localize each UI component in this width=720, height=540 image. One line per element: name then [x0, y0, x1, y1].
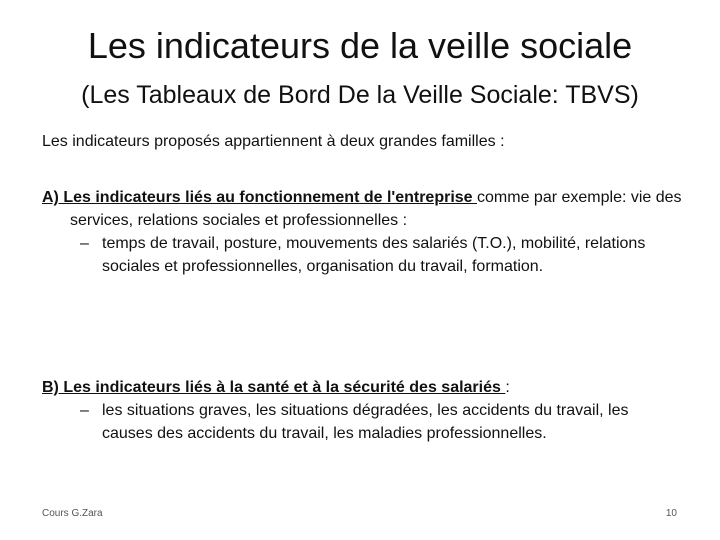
slide-body	[42, 130, 682, 442]
section-b-heading: B) Les indicateurs liés à la santé et à la sécurité des salariés	[42, 379, 506, 396]
slide-subtitle: (Les Tableaux de Bord De la Veille Sociale: TBVS)	[81, 81, 639, 109]
dash-bullet: –	[80, 402, 89, 419]
section-a-heading-rest: comme par exemple: vie des services, relations sociales et professionnelles :	[70, 189, 682, 229]
intro-text: Les indicateurs proposés appartiennent à deux grandes familles :	[42, 133, 505, 150]
slide-title: Les indicateurs de la veille sociale	[87, 25, 633, 66]
section-a-item	[42, 232, 682, 278]
section-a-item-text: temps de travail, posture, mouvements des salariés (T.O.), mobilité, relations sociales et professionnelles, organisation du travail, formation.	[102, 235, 646, 275]
page-number: 10	[665, 508, 677, 519]
section-a	[42, 186, 682, 278]
section-b-heading-line	[42, 376, 682, 399]
section-b-heading-rest: :	[505, 379, 510, 396]
section-a-heading: A) Les indicateurs liés au fonctionnement de l'entreprise	[42, 189, 478, 206]
footer-author: Cours G.Zara	[42, 508, 103, 519]
section-a-list	[42, 232, 682, 278]
section-b-list	[42, 399, 682, 445]
section-b-item	[42, 399, 682, 445]
section-a-heading-line	[42, 186, 682, 232]
section-b	[42, 376, 682, 445]
section-b-item-text: les situations graves, les situations dégradées, les accidents du travail, les causes des accidents du travail, les maladies professionnelles.	[102, 402, 629, 442]
dash-bullet: –	[80, 235, 89, 252]
